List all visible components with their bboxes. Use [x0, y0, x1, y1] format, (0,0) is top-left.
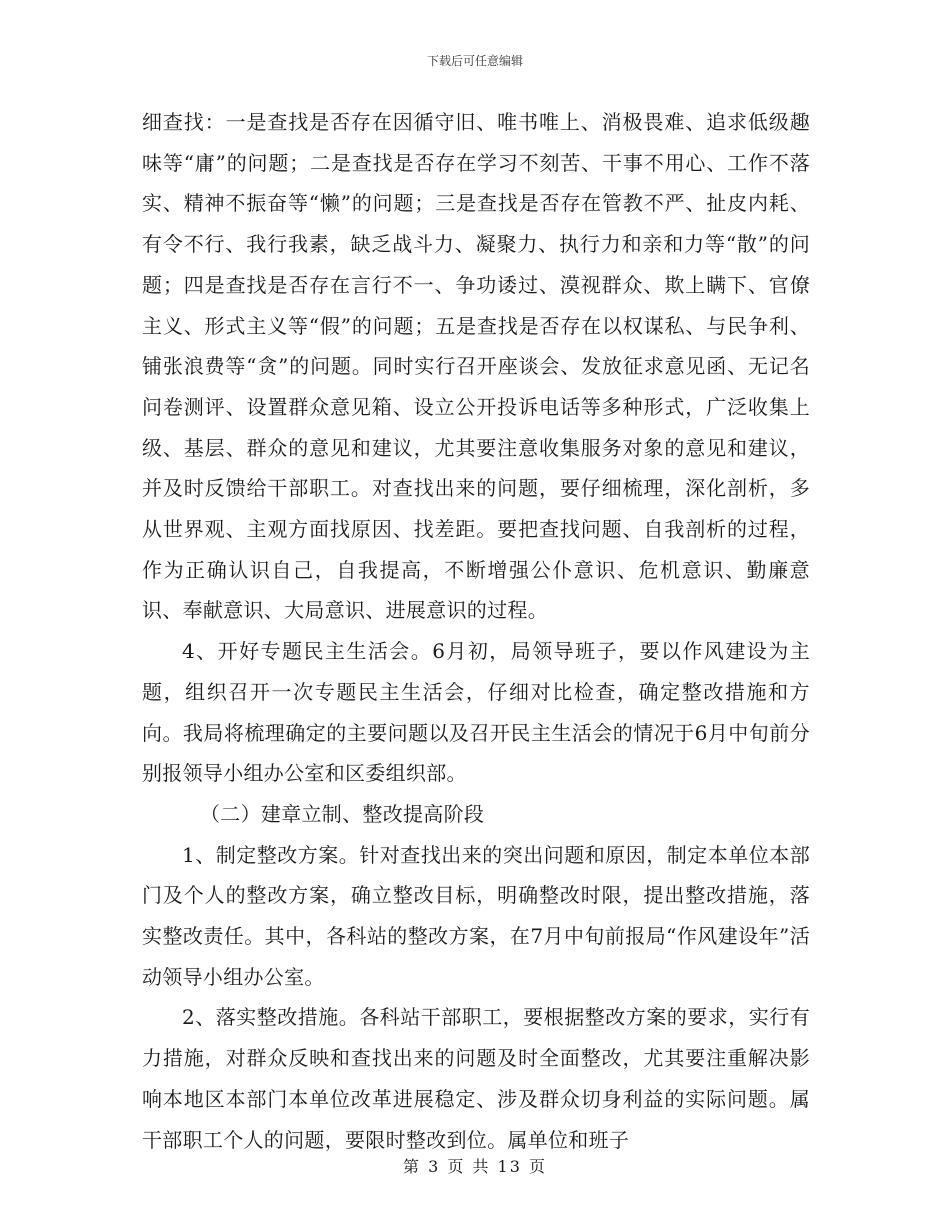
paragraph-item-2: 2、落实整改措施。各科站干部职工，要根据整改方案的要求，实行有力措施，对群众反映和查找出来的问题及时全面整改，尤其要注重解决影响本地区本部门本单位改革进展稳定、涉及群众切身利益的实际问题。属干部职工个人的问题，要限时整改到位。属单位和班子 — [142, 1005, 810, 1152]
page-number: 第 3 页 共 13 页 — [403, 1157, 547, 1176]
paragraph-item-4: 4、开好专题民主生活会。6月初，局领导班子，要以作风建设为主题，组织召开一次专题民主生活会，仔细对比检查，确定整改措施和方向。我局将梳理确定的主要问题以及召开民主生活会的情况于6月中旬前分别报领导小组办公室和区委组织部。 — [142, 639, 810, 786]
section-heading: （二）建章立制、整改提高阶段 — [200, 801, 485, 826]
document-body — [142, 102, 810, 1160]
paragraph-continued: 细查找：一是查找是否存在因循守旧、唯书唯上、消极畏难、追求低级趣味等“庸”的问题；二是查找是否存在学习不刻苦、干事不用心、工作不落实、精神不振奋等“懒”的问题；三是查找是否存在管教不严、扯皮内耗、有令不行、我行我素，缺乏战斗力、凝聚力、执行力和亲和力等“散”的问题；四是查找是否存在言行不一、争功诿过、漠视群众、欺上瞒下、官僚主义、形式主义等“假”的问题；五是查找是否存在以权谋私、与民争利、铺张浪费等“贪”的问题。同时实行召开座谈会、发放征求意见函、无记名问卷测评、设置群众意见箱、设立公开投诉电话等多种形式，广泛收集上级、基层、群众的意见和建议，尤其要注意收集服务对象的意见和建议，并及时反馈给干部职工。对查找出来的问题，要仔细梳理，深化剖析，多从世界观、主观方面找原因、找差距。要把查找问题、自我剖析的过程，作为正确认识自己，自我提高，不断增强公仆意识、危机意识、勤廉意识、奉献意识、大局意识、进展意识的过程。 — [142, 110, 810, 623]
page-header: 下载后可任意编辑 — [426, 54, 523, 68]
paragraph-item-1: 1、制定整改方案。针对查找出来的突出问题和原因，制定本单位本部门及个人的整改方案，确立整改目标，明确整改时限，提出整改措施，落实整改责任。其中，各科站的整改方案，在7月中旬前报局“作风建设年”活动领导小组办公室。 — [142, 842, 810, 989]
